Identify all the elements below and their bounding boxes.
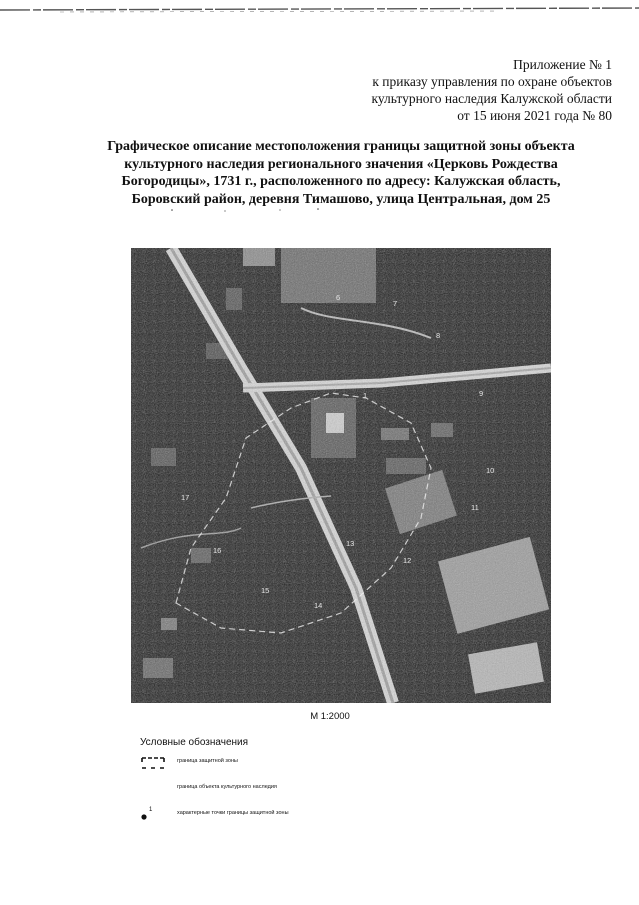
map-point-label: 15 [261,586,270,595]
map-point-label: 10 [486,466,495,475]
map-point-label: 1 [363,391,368,400]
appendix-line: Приложение № 1 [513,57,612,72]
appendix-line: к приказу управления по охране объектов [372,74,612,89]
legend-label: характерные точки границы защитной зоны [177,810,289,816]
title-line: Графическое описание местоположения границы защитной зоны объекта [107,139,575,154]
map-point-label: 13 [346,539,355,548]
point-marker-icon [140,808,166,822]
map-point-label: 11 [471,503,479,512]
appendix-line: от 15 июня 2021 года № 80 [457,108,612,123]
map-point-labels [131,248,551,703]
map-point-label: 12 [403,556,412,565]
map-point-label: 17 [181,493,190,502]
title-line: культурного наследия регионального значения «Церковь Рождества [124,156,558,172]
title-line: Боровский район, деревня Тимашово, улица Центральная, дом 25 [131,191,551,207]
map-point-label: 7 [393,299,398,308]
map-point-label: 16 [213,546,222,555]
map-scale: М 1:2000 [310,711,350,722]
appendix-block [371,56,612,124]
object-boundary-icon [140,782,166,796]
map-point-label: 9 [479,389,484,398]
map-point-label: 14 [314,601,323,610]
dashed-boundary-icon [140,756,166,770]
legend-label: граница защитной зоны [177,758,238,764]
appendix-line: культурного наследия Калужской области [371,91,612,106]
legend-title: Условные обозначения [140,737,249,748]
legend-label: граница объекта культурного наследия [177,784,277,790]
scan-specks [150,206,350,214]
scan-edge-artifact [0,2,639,16]
title-line: Богородицы», 1731 г., расположенного по адресу: Калужская область, [121,174,561,189]
aerial-map[interactable] [131,248,551,703]
legend-superscript: 1 [149,807,153,813]
map-point-label: 6 [336,293,341,302]
document-title [96,138,586,208]
map-point-label: 8 [436,331,441,340]
